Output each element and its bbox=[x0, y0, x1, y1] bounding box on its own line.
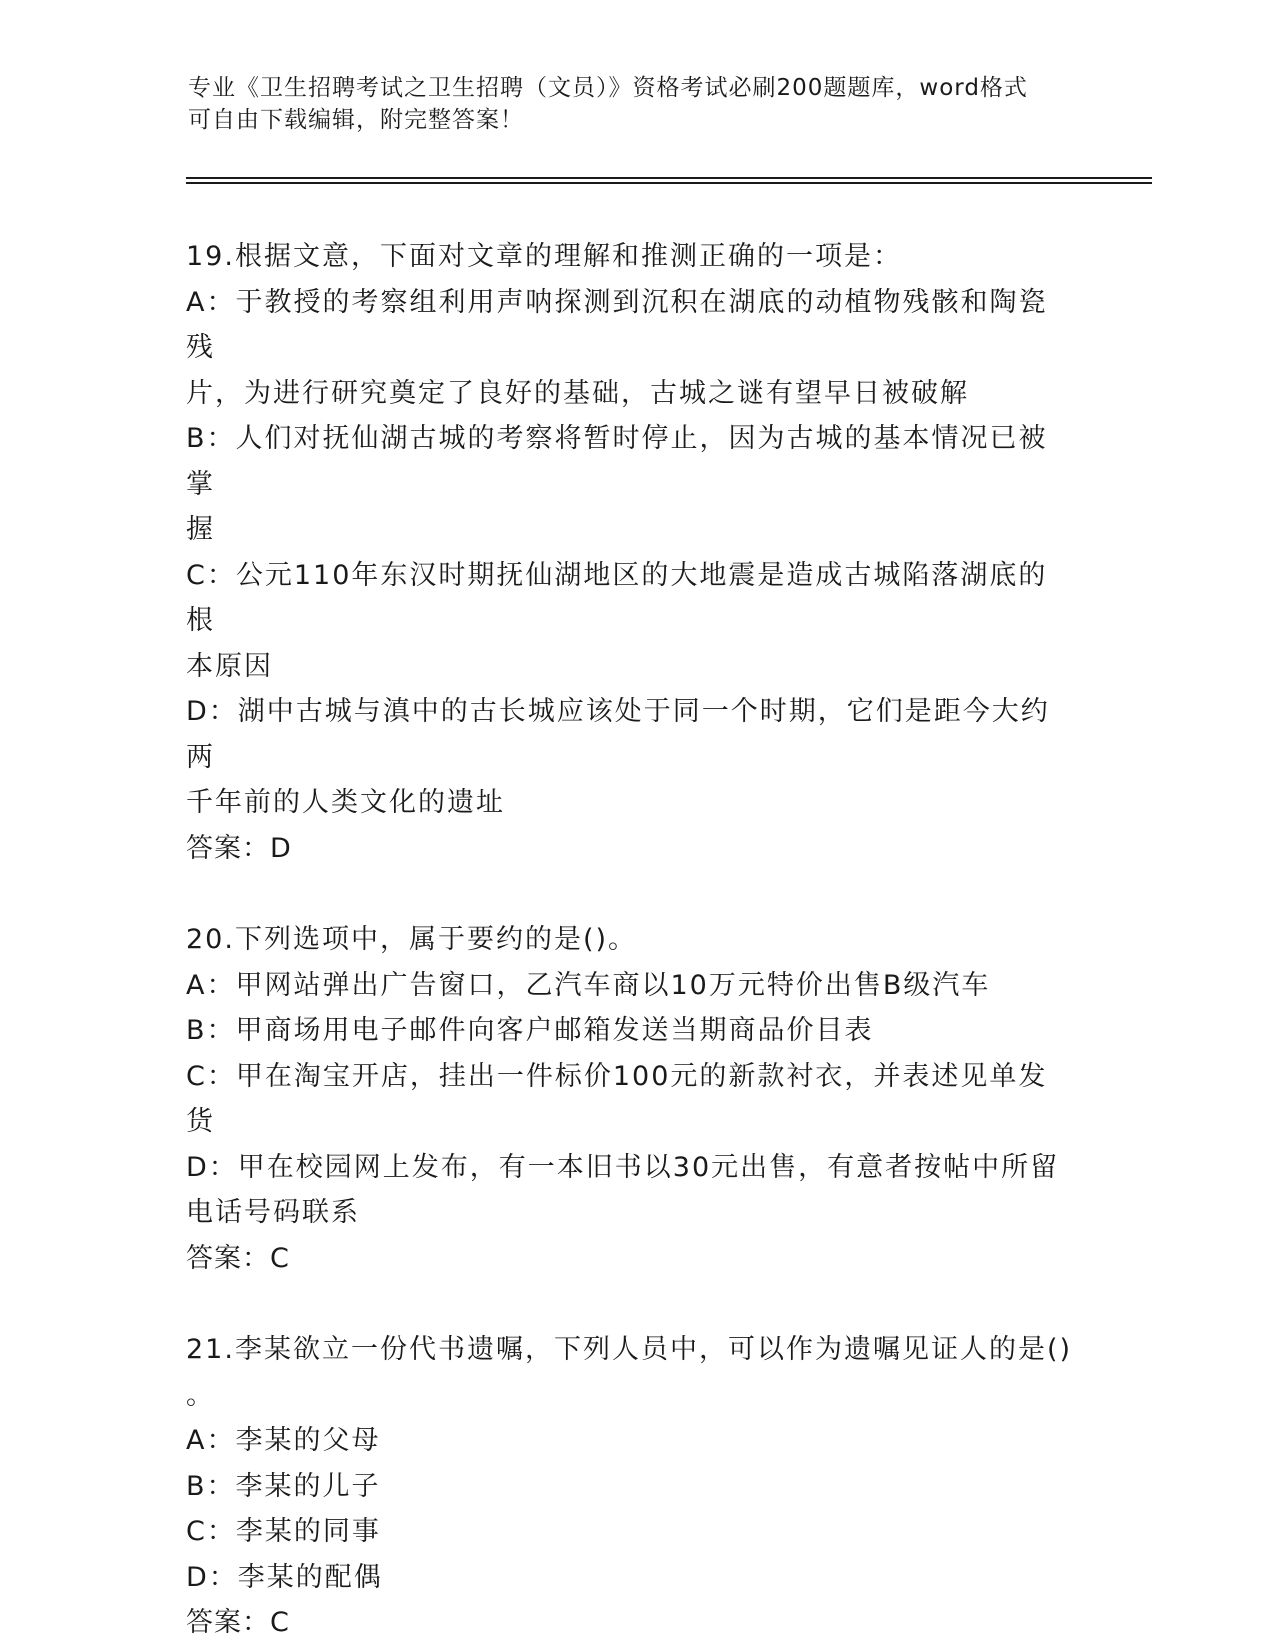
question-text-line: B：李某的儿子 bbox=[186, 1470, 381, 1502]
header-line-2: 可自由下载编辑，附完整答案！ bbox=[188, 107, 524, 133]
question-text-line: 握 bbox=[186, 514, 215, 545]
question-text-line: A：甲网站弹出广告窗口，乙汽车商以10万元特价出售B级汽车 bbox=[186, 969, 991, 1001]
answer-line: 答案：D bbox=[186, 832, 292, 864]
question-stem: 21.李某欲立一份代书遗嘱，下列人员中，可以作为遗嘱见证人的是() bbox=[186, 1334, 1073, 1365]
question-text-line: 本原因 bbox=[186, 650, 273, 682]
question-text-line: D：李某的配偶 bbox=[186, 1561, 383, 1593]
question-text-line: 电话号码联系 bbox=[186, 1197, 360, 1228]
question-text-line: 千年前的人类文化的遗址 bbox=[186, 787, 505, 818]
header-rule-bottom bbox=[186, 182, 1152, 184]
question-text-line: A：于教授的考察组利用声呐探测到沉积在湖底的动植物残骸和陶瓷残 bbox=[186, 286, 1048, 363]
header-line-1: 专业《卫生招聘考试之卫生招聘（文员）》资格考试必刷200题题库，word格式 bbox=[188, 75, 1028, 101]
question-stem: 20.下列选项中，属于要约的是()。 bbox=[186, 924, 638, 955]
document-header bbox=[188, 72, 1068, 136]
question-text-line: B：人们对抚仙湖古城的考察将暂时停止，因为古城的基本情况已被掌 bbox=[186, 423, 1048, 500]
question-text-line: C：甲在淘宝开店，挂出一件标价100元的新款衬衣，并表述见单发货 bbox=[186, 1060, 1048, 1137]
answer-line: 答案：C bbox=[186, 1607, 290, 1638]
question-text-line: D：湖中古城与滇中的古长城应该处于同一个时期，它们是距今大约两 bbox=[186, 696, 1050, 773]
question-block bbox=[186, 234, 1076, 871]
header-rule-top bbox=[186, 177, 1152, 179]
question-list bbox=[186, 234, 1076, 1646]
question-block bbox=[186, 1327, 1076, 1646]
answer-line: 答案：C bbox=[186, 1242, 290, 1274]
question-stem: 19.根据文意，下面对文章的理解和推测正确的一项是： bbox=[186, 241, 902, 272]
question-text-line: C：公元110年东汉时期抚仙湖地区的大地震是造成古城陷落湖底的根 bbox=[186, 559, 1048, 636]
question-block bbox=[186, 917, 1076, 1281]
question-text-line: 。 bbox=[186, 1379, 215, 1411]
question-text-line: D：甲在校园网上发布，有一本旧书以30元出售，有意者按帖中所留 bbox=[186, 1151, 1060, 1183]
question-text-line: A：李某的父母 bbox=[186, 1425, 381, 1456]
question-text-line: 片，为进行研究奠定了良好的基础，古城之谜有望早日被破解 bbox=[186, 377, 969, 409]
question-text-line: C：李某的同事 bbox=[186, 1516, 381, 1547]
question-text-line: B：甲商场用电子邮件向客户邮箱发送当期商品价目表 bbox=[186, 1015, 874, 1046]
